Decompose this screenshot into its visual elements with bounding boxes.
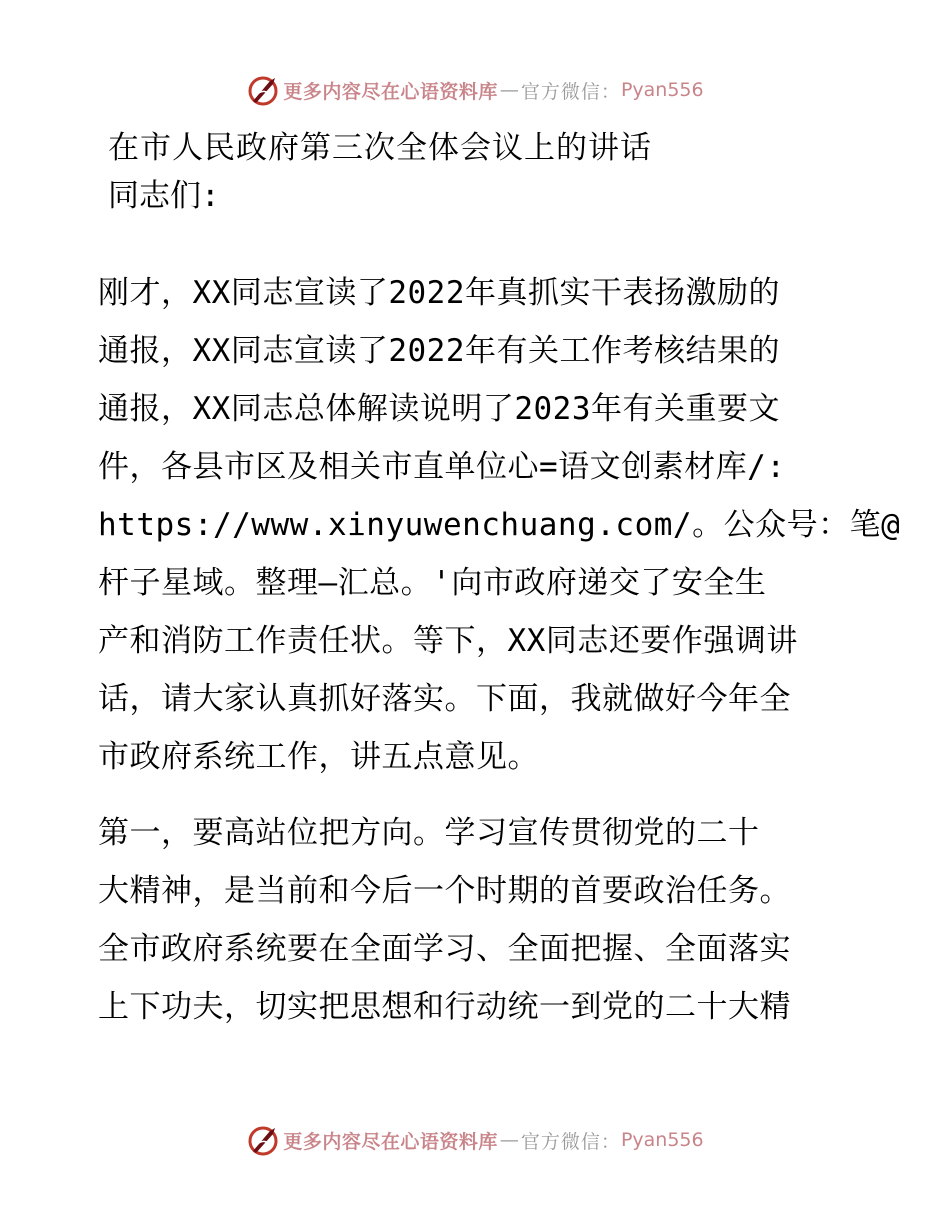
text-line: 市政府系统工作，讲五点意见。 (98, 739, 539, 775)
quill-logo-icon (246, 73, 280, 107)
text-line: 刚才，XX同志宣读了2022年真抓实干表扬激励的 (98, 275, 780, 311)
text-line: 杆子星域。整理—汇总。'向市政府递交了安全生 (98, 565, 767, 601)
text-line: 大精神，是当前和今后一个时期的首要政治任务。 (98, 873, 791, 909)
banner-contact-id: Pyan556 (620, 1129, 704, 1151)
paragraph-1 (98, 264, 901, 786)
document-title: 在市人民政府第三次全体会议上的讲话 (108, 130, 652, 166)
text-line: 全市政府系统要在全面学习、全面把握、全面落实 (98, 931, 791, 967)
text-line: 通报，XX同志总体解读说明了2023年有关重要文 (98, 391, 780, 427)
paragraph-2 (98, 804, 858, 1036)
text-line: 上下功夫，切实把思想和行动统一到党的二十大精 (98, 989, 791, 1025)
banner-text: 更多内容尽在心语资料库 (283, 80, 498, 103)
banner-separator: — (499, 79, 519, 101)
text-line: 通报，XX同志宣读了2022年有关工作考核结果的 (98, 333, 780, 369)
banner-separator: — (499, 1129, 519, 1151)
quill-logo-icon (246, 1123, 280, 1157)
header-banner (0, 70, 950, 110)
banner-contact-id: Pyan556 (620, 79, 704, 101)
salutation: 同志们: (108, 178, 220, 214)
text-line-url: https://www.xinyuwenchuang.com/。公众号：笔@ (98, 507, 901, 543)
text-line: 话，请大家认真抓好落实。下面，我就做好今年全 (98, 681, 791, 717)
text-line: 产和消防工作责任状。等下，XX同志还要作强调讲 (98, 623, 798, 659)
text-line: 第一，要高站位把方向。学习宣传贯彻党的二十 (98, 815, 760, 851)
banner-contact-label: 官方微信： (520, 80, 621, 103)
banner-contact-label: 官方微信： (520, 1130, 621, 1153)
footer-banner (0, 1120, 950, 1160)
banner-text: 更多内容尽在心语资料库 (283, 1130, 498, 1153)
text-line: 件，各县市区及相关市直单位心=语文创素材库/: (98, 449, 786, 485)
